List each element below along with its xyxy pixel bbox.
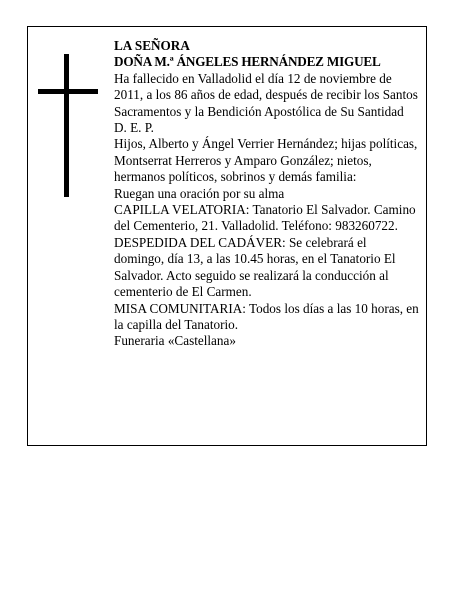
wake-chapel-info: CAPILLA VELATORIA: Tanatorio El Salvador. Camino del Cementerio, 21. Valladolid. Teléfono: 983260722. — [114, 202, 416, 234]
obituary-text — [114, 38, 420, 350]
rest-in-peace: D. E. P. — [114, 120, 154, 136]
mass-info: MISA COMUNITARIA: Todos los días a las 10 horas, en la capilla del Tanatorio. — [114, 300, 419, 332]
deceased-name: DOÑA M.ª ÁNGELES HERNÁNDEZ MIGUEL — [114, 54, 381, 70]
notice-heading: LA SEÑORA — [114, 38, 190, 53]
cross-icon — [38, 54, 98, 197]
cross-vertical-bar — [64, 54, 69, 197]
death-announcement: Ha fallecido en Valladolid el día 12 de noviembre de 2011, a los 86 años de edad, después de recibir los Santos Sacramentos y la Bendición Apostólica de Su Santidad — [114, 70, 418, 119]
cross-horizontal-bar — [38, 89, 98, 94]
farewell-info: DESPEDIDA DEL CADÁVER: Se celebrará el domingo, día 13, a las 10.45 horas, en el Tanatorio El Salvador. Acto seguido se realizará la conducción al cementerio de El Carmen. — [114, 234, 396, 300]
prayer-request: Ruegan una oración por su alma — [114, 185, 285, 201]
family-list: Hijos, Alberto y Ángel Verrier Hernández; hijas políticas, Montserrat Herreros y Amparo González; nietos, hermanos políticos, sobrinos y demás familia: — [114, 136, 418, 185]
funeral-home: Funeraria «Castellana» — [114, 333, 236, 349]
